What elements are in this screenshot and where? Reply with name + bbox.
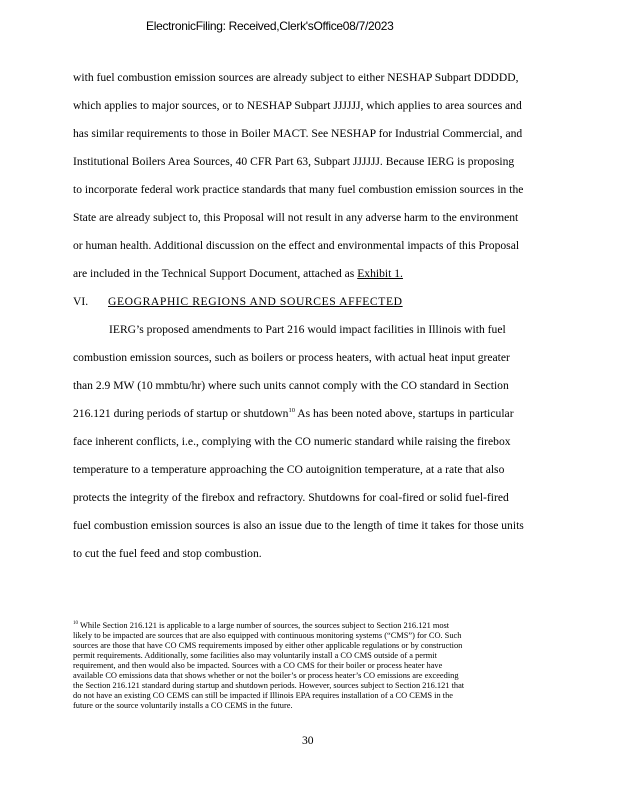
page-number: 30 — [302, 734, 314, 747]
para2-line-9: to cut the fuel feed and stop combustion. — [73, 547, 262, 560]
footnote-line-6: available CO emissions data that shows whether or not the boiler’s or process heater’s CO emissions are exceeding — [73, 671, 459, 680]
para2-line-4 — [73, 407, 514, 421]
footnote-number: 10 — [73, 621, 78, 627]
section-title: GEOGRAPHIC REGIONS AND SOURCES AFFECTED — [108, 295, 403, 308]
para1-line-2: which applies to major sources, or to NESHAP Subpart JJJJJJ, which applies to area sources and — [73, 99, 522, 112]
para1-line-5: to incorporate federal work practice standards that many fuel combustion emission sources in the — [73, 183, 524, 196]
para2-line-7: protects the integrity of the firebox and refractory. Shutdowns for coal-fired or solid fuel-fired — [73, 491, 509, 504]
footnote-line-5: requirement, and then would also be impacted. Sources with a CO CMS for their boiler or process heater have — [73, 661, 443, 670]
footnote-line-2: likely to be impacted are sources that are also equipped with continuous monitoring systems (“CMS”) for CO. Such — [73, 631, 462, 640]
para1-line-3: has similar requirements to those in Boiler MACT. See NESHAP for Industrial Commercial, and — [73, 127, 523, 140]
para1-line-4: Institutional Boilers Area Sources, 40 CFR Part 63, Subpart JJJJJJ. Because IERG is proposing — [73, 155, 515, 168]
para2-line-4-a: 216.121 during periods of startup or shutdown — [73, 407, 289, 420]
para1-line-1: with fuel combustion emission sources are already subject to either NESHAP Subpart DDDDD, — [73, 71, 519, 84]
para1-line-7: or human health. Additional discussion on the effect and environmental impacts of this Proposal — [73, 239, 520, 252]
section-heading — [73, 295, 403, 309]
filing-stamp-header: ElectronicFiling: Received,Clerk'sOffice08/7/2023 — [146, 19, 394, 33]
exhibit-1-link[interactable]: Exhibit 1. — [357, 267, 403, 280]
footnote-first-text: While Section 216.121 is applicable to a large number of sources, the sources subject to Section 216.121 most — [78, 621, 450, 630]
para2-line-2: combustion emission sources, such as boilers or process heaters, with actual heat input greater — [73, 351, 510, 364]
footnote-reference[interactable]: 10 — [288, 407, 295, 415]
footnote-line-1 — [73, 621, 449, 631]
footnote-line-4: permit requirements. Additionally, some facilities also may voluntarily install a CO CMS outside of a permit — [73, 651, 437, 660]
para2-line-8: fuel combustion emission sources is also an issue due to the length of time it takes for those units — [73, 519, 524, 532]
footnote-line-7: the Section 216.121 standard during startup and shutdown periods. However, sources subject to Section 216.121 that — [73, 681, 465, 690]
section-number: VI. — [73, 295, 89, 308]
footnote-line-8: do not have an existing CO CEMS can still be impacted if Illinois EPA requires installation of a CO CEMS in the — [73, 691, 454, 700]
para2-line-3: than 2.9 MW (10 mmbtu/hr) where such units cannot comply with the CO standard in Section — [73, 379, 509, 392]
para2-line-6: temperature to a temperature approaching the CO autoignition temperature, at a rate that also — [73, 463, 505, 476]
para2-line-5: face inherent conflicts, i.e., complying with the CO numeric standard while raising the firebox — [73, 435, 511, 448]
para1-last-text: are included in the Technical Support Document, attached as — [73, 267, 358, 280]
footnote-line-9: future or the source voluntarily installs a CO CEMS in the future. — [73, 701, 293, 710]
footnote-line-3: sources are those that have CO CMS requirements imposed by either other applicable regulations or by construction — [73, 641, 463, 650]
para2-line-4-b: As has been noted above, startups in particular — [294, 407, 514, 420]
para1-line-8 — [73, 267, 403, 281]
para2-line-1: IERG’s proposed amendments to Part 216 would impact facilities in Illinois with fuel — [109, 323, 506, 336]
para1-line-6: State are already subject to, this Proposal will not result in any adverse harm to the environment — [73, 211, 519, 224]
